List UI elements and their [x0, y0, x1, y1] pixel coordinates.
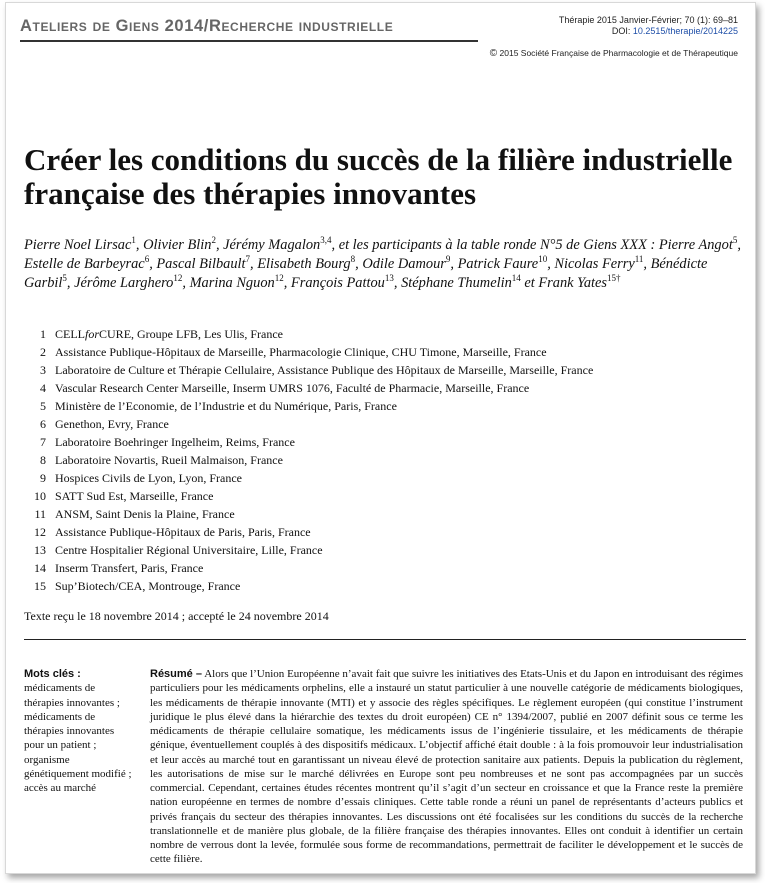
- author-separator: ,: [149, 256, 157, 272]
- affiliation-text: SATT Sud Est, Marseille, France: [55, 489, 214, 503]
- affiliation-number: 13: [34, 543, 46, 557]
- journal-citation: Thérapie 2015 Janvier-Février; 70 (1): 69–81: [558, 15, 738, 25]
- affiliation-item: [24, 487, 744, 505]
- affiliation-number: 7: [40, 435, 46, 449]
- author-affiliation-ref: 3,4: [320, 235, 332, 246]
- affiliation-text: CELL: [55, 327, 85, 341]
- affiliation-text: ANSM, Saint Denis la Plaine, France: [55, 507, 235, 521]
- affiliation-text: Assistance Publique-Hôpitaux de Paris, Paris, France: [55, 525, 311, 539]
- copyright-text: 2015 Société Française de Pharmacologie et de Thérapeutique: [499, 48, 738, 58]
- author-affiliation-ref: 10: [538, 254, 548, 265]
- affiliation-item: [24, 469, 744, 487]
- author-affiliation-ref: 5: [62, 273, 67, 284]
- author-name: Elisabeth Bourg: [257, 256, 351, 272]
- section-title: Ateliers de Giens 2014/Recherche industrielle: [20, 17, 394, 35]
- author-list: [24, 236, 749, 293]
- affiliation-text: Sup’Biotech/CEA, Montrouge, France: [55, 579, 241, 593]
- author-separator: et: [520, 275, 539, 291]
- doi-link[interactable]: 10.2515/therapie/2014225: [632, 26, 738, 36]
- author-affiliation-ref: 13: [384, 273, 394, 284]
- author-separator: ,: [182, 275, 190, 291]
- author-affiliation-ref: 7: [245, 254, 251, 265]
- author-separator: ,: [283, 275, 291, 291]
- affiliation-text: CURE, Groupe LFB, Les Ulis, France: [99, 327, 283, 341]
- affiliation-text: for: [85, 327, 100, 341]
- affiliation-item: [24, 505, 744, 523]
- affiliation-number: 9: [40, 471, 46, 485]
- author-affiliation-ref: 6: [144, 254, 150, 265]
- author-affiliation-ref: 14: [511, 273, 521, 284]
- author-name: Jérémy Magalon: [223, 237, 321, 253]
- affiliation-text: Inserm Transfert, Paris, France: [55, 561, 204, 575]
- author-name: Patrick Faure: [457, 256, 539, 272]
- author-separator: ,: [66, 275, 75, 291]
- affiliation-number: 1: [40, 327, 46, 341]
- keywords-block: [24, 667, 136, 796]
- affiliation-item: [24, 523, 744, 541]
- affiliation-text: Centre Hospitalier Régional Universitaire, Lille, France: [55, 543, 323, 557]
- author-name: Pierre Angot: [658, 237, 733, 253]
- affiliation-item: [24, 325, 744, 343]
- affiliation-number: 8: [40, 453, 46, 467]
- affiliation-item: [24, 541, 744, 559]
- affiliation-item: [24, 451, 744, 469]
- author-separator: ,: [393, 275, 402, 291]
- author-name: Pierre Noel Lirsac: [24, 237, 132, 253]
- affiliation-list: [24, 325, 744, 595]
- affiliation-item: [24, 379, 744, 397]
- abstract-text: Alors que l’Union Européenne n’avait fait que suivre les initiatives des Etats-Unis et du Japon en introduisant des régimes particuliers pour les médicaments orphelins, elle a instauré un statut particulier à une nouvelle catégorie de médicaments biologiques, les médicaments de thérapie innovante (MTI) et y associe des règles spécifiques. Le règlement européen (qui constitue l’instrument juridique le plus élevé dans la hiérarchie des textes du droit européen) CE n° 1394/2007, publié en 2007 définit sous ce terme les médicaments de thérapie cellulaire somatique, les médicaments issus de l’ingénierie tissulaire, et les médicaments de thérapie génique, éventuellement couplés à des dispositifs médicaux. L’objectif affiché était double : à la fois promouvoir leur industrialisation et leur accès au marché tout en garantissant un niveau élevé de protection sanitaire aux patients. Depuis la publication du règlement, les autorisations de mise sur le marché délivrées en Europe sont peu nombreuses et ne sont pas accompagnées par un succès commercial. Cependant, certaines études récentes montrent qu’il s’agit d’un secteur en croissance et que la France reste la première nation européenne en termes de nombre d’essais cliniques. Cette table ronde a réuni un panel de représentants d’acteurs publics et privés français du secteur des thérapies innovantes. Les discussions ont été focalisées sur les conditions du succès de la recherche translationnelle et de manière plus globale, de la filière française des thérapies innovantes. Elles ont conduit à identifier un certain nombre de verrous dont la levée, formulée sous forme de recommandations, permettrait de faciliter le développement et le succès de cette filière.: [150, 668, 743, 866]
- author-name: Estelle de Barbeyrac: [24, 256, 145, 272]
- affiliation-text: Hospices Civils de Lyon, Lyon, France: [55, 471, 242, 485]
- affiliation-number: 15: [34, 579, 46, 593]
- doi-label: DOI:: [611, 26, 631, 36]
- author-separator: ,: [135, 237, 144, 253]
- author-separator: ,: [643, 256, 651, 272]
- author-affiliation-ref: 8: [350, 254, 356, 265]
- citation-block: [559, 15, 738, 37]
- author-name: Frank Yates: [538, 275, 608, 291]
- affiliation-text: Assistance Publique-Hôpitaux de Marseille, Pharmacologie Clinique, CHU Timone, Marseille, France: [55, 345, 547, 359]
- author-name: Marina Nguon: [189, 275, 275, 291]
- affiliation-item: [24, 415, 744, 433]
- abstract-label: Résumé –: [150, 668, 203, 680]
- keywords-text: médicaments de thérapies innovantes ; médicaments de thérapies innovantes pour un patient ; organisme génétiquement modifié ; accès au marché: [24, 682, 132, 795]
- author-name: Olivier Blin: [143, 237, 212, 253]
- author-name: Stéphane Thumelin: [401, 275, 512, 291]
- affiliation-item: [24, 433, 744, 451]
- affiliation-number: 6: [40, 417, 46, 431]
- author-separator: ,: [250, 256, 258, 272]
- doi-line: [559, 26, 738, 37]
- article-title: Créer les conditions du succès de la filière industrielle française des thérapies innovantes: [24, 142, 733, 211]
- keywords-label: Mots clés :: [24, 668, 81, 680]
- author-name: Odile Damour: [362, 256, 446, 272]
- affiliation-number: 10: [34, 489, 46, 503]
- affiliation-number: 5: [40, 399, 46, 413]
- affiliation-number: 11: [34, 507, 46, 521]
- affiliation-text: Laboratoire Novartis, Rueil Malmaison, France: [55, 453, 283, 467]
- affiliation-item: [24, 343, 744, 361]
- affiliation-item: [24, 397, 744, 415]
- affiliation-item: [24, 559, 744, 577]
- author-name: François Pattou: [290, 275, 385, 291]
- affiliation-text: Genethon, Evry, France: [55, 417, 169, 431]
- author-affiliation-ref: 12: [173, 273, 183, 284]
- author-separator: ,: [547, 256, 555, 272]
- header-rule: [20, 40, 478, 42]
- affiliation-number: 2: [40, 345, 46, 359]
- author-affiliation-ref: 2: [211, 235, 216, 246]
- affiliation-number: 12: [34, 525, 46, 539]
- author-affiliation-ref: 1: [131, 235, 136, 246]
- affiliation-text: Vascular Research Center Marseille, Inserm UMRS 1076, Faculté de Pharmacie, Marseille, France: [55, 381, 530, 395]
- author-separator: ,: [355, 256, 363, 272]
- affiliation-number: 4: [40, 381, 46, 395]
- author-affiliation-ref: 15†: [607, 273, 621, 284]
- section-header: [20, 3, 478, 43]
- affiliation-number: 3: [40, 363, 46, 377]
- author-separator: ,: [215, 237, 224, 253]
- author-name: Jérôme Larghero: [74, 275, 174, 291]
- author-name: Nicolas Ferry: [554, 256, 635, 272]
- affiliation-text: Laboratoire Boehringer Ingelheim, Reims, France: [55, 435, 295, 449]
- article-page: [5, 2, 756, 874]
- author-affiliation-ref: 9: [445, 254, 451, 265]
- author-name: Bénédicte Garbil: [24, 256, 708, 291]
- affiliation-item: [24, 577, 744, 595]
- received-date: Texte reçu le 18 novembre 2014 ; accepté le 24 novembre 2014: [24, 609, 329, 623]
- section-divider: [24, 639, 746, 640]
- affiliation-text: Laboratoire de Culture et Thérapie Cellulaire, Assistance Publique des Hôpitaux de Marseille, Marseille, France: [55, 363, 594, 377]
- affiliation-text: Ministère de l’Economie, de l’Industrie et du Numérique, Paris, France: [55, 399, 397, 413]
- author-affiliation-ref: 12: [274, 273, 284, 284]
- copyright-line: [490, 48, 738, 59]
- author-separator: ,: [450, 256, 458, 272]
- author-separator: ,: [737, 237, 741, 253]
- copyright-icon: ©: [489, 48, 498, 59]
- abstract: [150, 667, 743, 867]
- author-name: Pascal Bilbault: [156, 256, 246, 272]
- author-affiliation-ref: 5: [732, 235, 738, 246]
- author-affiliation-ref: 11: [634, 254, 644, 265]
- affiliation-item: [24, 361, 744, 379]
- author-separator: , et les participants à la table ronde N°5 de Giens XXX :: [331, 237, 659, 253]
- affiliation-number: 14: [34, 561, 46, 575]
